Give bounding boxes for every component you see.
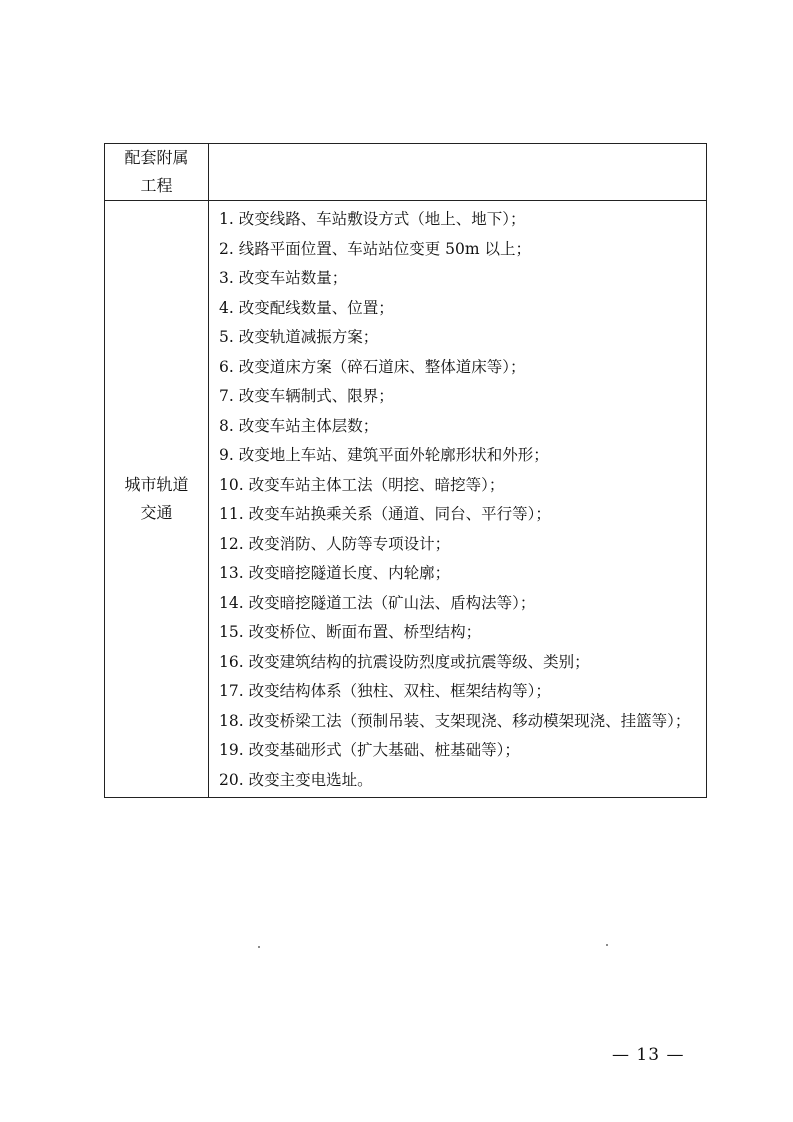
row-label-line: 工程 [140, 176, 173, 195]
list-item: 4. 改变配线数量、位置； [219, 298, 394, 317]
requirement-list [219, 205, 696, 795]
row-content-cell [209, 201, 707, 798]
list-item: 5. 改变轨道减振方案； [219, 328, 379, 346]
list-item: 1. 改变线路、车站敷设方式（地上、地下）； [219, 210, 526, 228]
list-item: 10. 改变车站主体工法（明挖、暗挖等）； [219, 475, 505, 494]
document-table [104, 143, 707, 798]
scan-speck [258, 946, 260, 948]
list-item: 16. 改变建筑结构的抗震设防烈度或抗震等级、类别； [219, 652, 590, 671]
table-row [105, 144, 707, 201]
row-label-line: 配套附属 [124, 148, 189, 167]
list-item: 11. 改变车站换乘关系（通道、同台、平行等）； [219, 505, 551, 523]
row-label-line: 城市轨道 [124, 475, 189, 494]
list-item: 14. 改变暗挖隧道工法（矿山法、盾构法等）； [219, 593, 536, 612]
scan-speck [606, 944, 608, 946]
row-label-cell [105, 144, 209, 201]
list-item: 9. 改变地上车站、建筑平面外轮廓形状和外形； [219, 446, 549, 464]
row-content-cell [209, 144, 707, 201]
list-item: 15. 改变桥位、断面布置、桥型结构； [219, 623, 482, 641]
list-item: 18. 改变桥梁工法（预制吊装、支架现浇、移动模架现浇、挂篮等）； [219, 711, 691, 730]
list-item: 2. 线路平面位置、车站站位变更 50m 以上； [219, 239, 531, 258]
list-item: 19. 改变基础形式（扩大基础、桩基础等）； [219, 741, 520, 759]
list-item: 8. 改变车站主体层数； [219, 416, 379, 435]
table-row [105, 201, 707, 798]
list-item: 3. 改变车站数量； [219, 269, 348, 287]
page-number: — 13 — [612, 1045, 685, 1065]
list-item: 7. 改变车辆制式、限界； [219, 387, 394, 405]
row-label-cell [105, 201, 209, 798]
list-item: 20. 改变主变电选址。 [219, 770, 373, 789]
list-item: 6. 改变道床方案（碎石道床、整体道床等）； [219, 357, 526, 376]
list-item: 17. 改变结构体系（独柱、双柱、框架结构等）； [219, 682, 551, 700]
list-item: 12. 改变消防、人防等专项设计； [219, 534, 451, 553]
row-label-line: 交通 [140, 503, 173, 522]
list-item: 13. 改变暗挖隧道长度、内轮廓； [219, 564, 451, 582]
